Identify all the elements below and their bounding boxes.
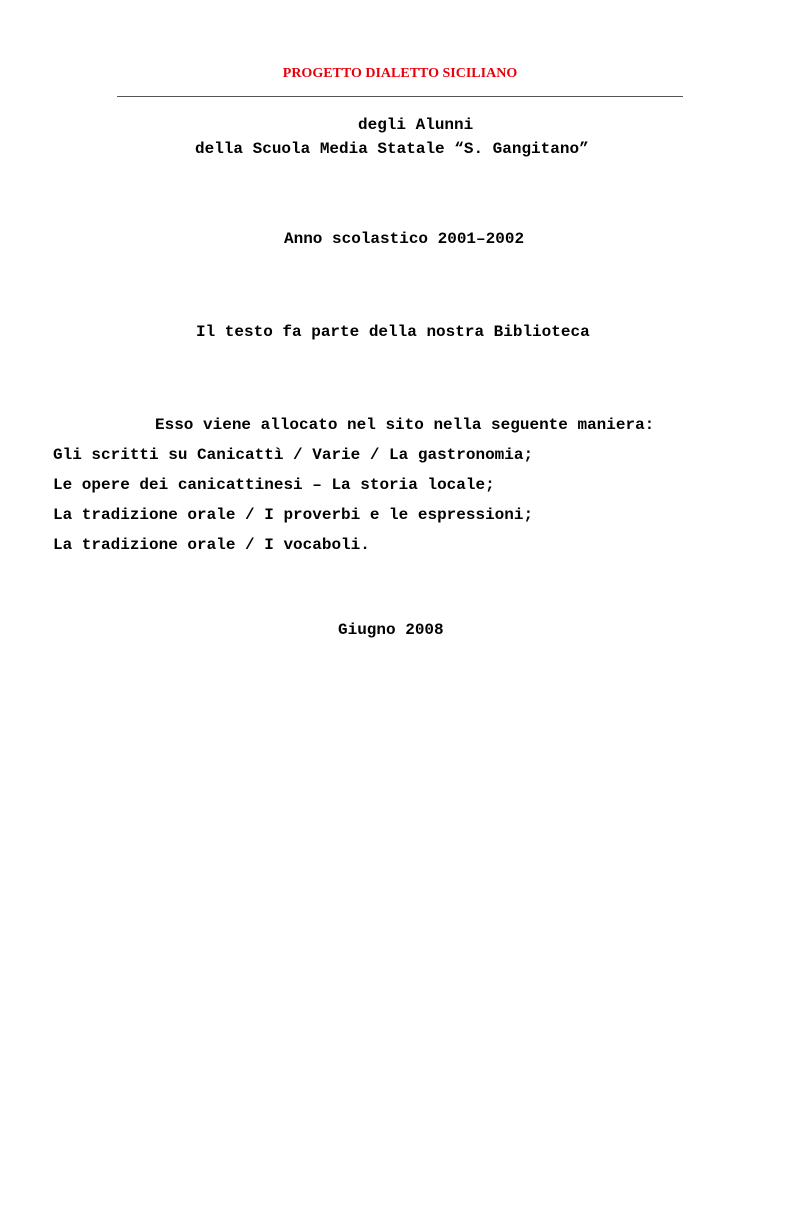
allocation-item: La tradizione orale / I proverbi e le espressioni; bbox=[53, 506, 534, 524]
school-year: Anno scolastico 2001–2002 bbox=[284, 230, 525, 248]
allocation-item: Le opere dei canicattinesi – La storia locale; bbox=[53, 476, 495, 494]
document-date: Giugno 2008 bbox=[338, 621, 444, 639]
intro-line-school: della Scuola Media Statale “S. Gangitano” bbox=[195, 140, 589, 158]
allocation-item: Gli scritti su Canicattì / Varie / La gastronomia; bbox=[53, 446, 534, 464]
allocation-item: La tradizione orale / I vocaboli. bbox=[53, 536, 370, 554]
project-title: PROGETTO DIALETTO SICILIANO bbox=[282, 66, 518, 81]
allocation-heading: Esso viene allocato nel sito nella seguente maniera: bbox=[155, 416, 655, 434]
intro-line-students: degli Alunni bbox=[358, 116, 474, 134]
header-divider bbox=[117, 96, 683, 97]
library-note: Il testo fa parte della nostra Biblioteca bbox=[196, 323, 590, 341]
